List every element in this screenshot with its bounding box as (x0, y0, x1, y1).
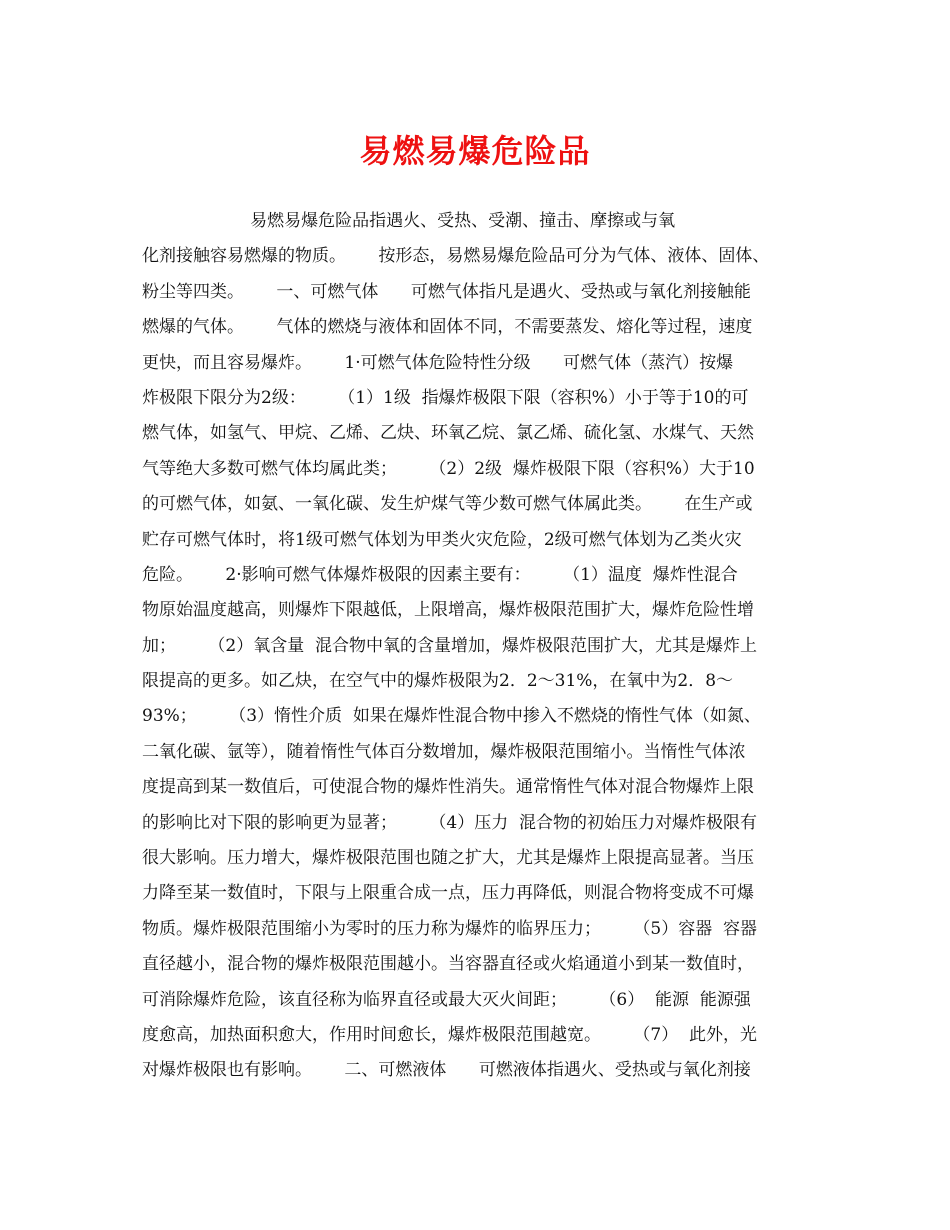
document-title: 易燃易爆危险品 (359, 132, 591, 170)
body-line: 炸极限下限分为2级： （1）1级 指爆炸极限下限（容积%）小于等于10的可 (142, 387, 749, 408)
body-line: 二氧化碳、氩等），随着惰性气体百分数增加，爆炸极限范围缩小。当惰性气体浓 (142, 741, 746, 762)
body-line: 化剂接触容易燃爆的物质。 按形态，易燃易爆危险品可分为气体、液体、固体、 (142, 246, 770, 267)
body-line: 力降至某一数值时，下限与上限重合成一点，压力再降低，则混合物将变成不可爆 (142, 883, 754, 904)
body-line: 燃气体，如氢气、甲烷、乙烯、乙炔、环氧乙烷、氯乙烯、硫化氢、水煤气、天然 (142, 423, 754, 444)
body-line: 93%； （3）惰性介质 如果在爆炸性混合物中掺入不燃烧的惰性气体（如氮、 (142, 706, 761, 727)
body-line: 气等绝大多数可燃气体均属此类； （2）2级 爆炸极限下限（容积%）大于10 (142, 458, 755, 479)
body-line: 对爆炸极限也有影响。 二、可燃液体 可燃液体指遇火、受热或与氧化剂接 (142, 1060, 751, 1081)
body-line: 的影响比对下限的影响更为显著； （4）压力 混合物的初始压力对爆炸极限有 (142, 812, 758, 833)
body-line: 易燃易爆危险品指遇火、受热、受潮、撞击、摩擦或与氧 (142, 211, 676, 231)
body-line: 度愈高，加热面积愈大，作用时间愈长，爆炸极限范围越宽。 （7） 此外，光 (142, 1024, 758, 1045)
body-line: 限提高的更多。如乙炔，在空气中的爆炸极限为2．2～31%，在氧中为2．8～ (142, 671, 734, 692)
body-line: 很大影响。压力增大，爆炸极限范围也随之扩大，尤其是爆炸上限提高显著。当压 (142, 848, 754, 869)
body-line: 粉尘等四类。 一、可燃气体 可燃气体指凡是遇火、受热或与氧化剂接触能 (142, 281, 751, 302)
body-line: 的可燃气体，如氨、一氧化碳、发生炉煤气等少数可燃气体属此类。 在生产或 (142, 494, 753, 515)
body-line: 燃爆的气体。 气体的燃烧与液体和固体不同，不需要蒸发、熔化等过程，速度 (142, 317, 753, 338)
body-line: 物质。爆炸极限范围缩小为零时的压力称为爆炸的临界压力； （5）容器 容器 (142, 918, 758, 939)
body-line: 加； （2）氧含量 混合物中氧的含量增加，爆炸极限范围扩大，尤其是爆炸上 (142, 635, 758, 656)
body-line: 危险。 2·影响可燃气体爆炸极限的因素主要有： （1）温度 爆炸性混合 (142, 564, 738, 585)
body-line: 贮存可燃气体时，将1级可燃气体划为甲类火灾危险，2级可燃气体划为乙类火灾 (142, 529, 742, 550)
document-body (142, 204, 814, 1089)
body-line: 可消除爆炸危险，该直径称为临界直径或最大灭火间距； （6） 能源 能源强 (142, 989, 751, 1010)
body-line: 度提高到某一数值后，可使混合物的爆炸性消失。通常惰性气体对混合物爆炸上限 (142, 777, 754, 798)
body-line: 更快，而且容易爆炸。 1·可燃气体危险特性分级 可燃气体（蒸汽）按爆 (142, 352, 734, 373)
body-line: 直径越小，混合物的爆炸极限范围越小。当容器直径或火焰通道小到某一数值时， (142, 954, 754, 975)
body-line: 物原始温度越高，则爆炸下限越低，上限增高，爆炸极限范围扩大，爆炸危险性增 (142, 600, 754, 621)
